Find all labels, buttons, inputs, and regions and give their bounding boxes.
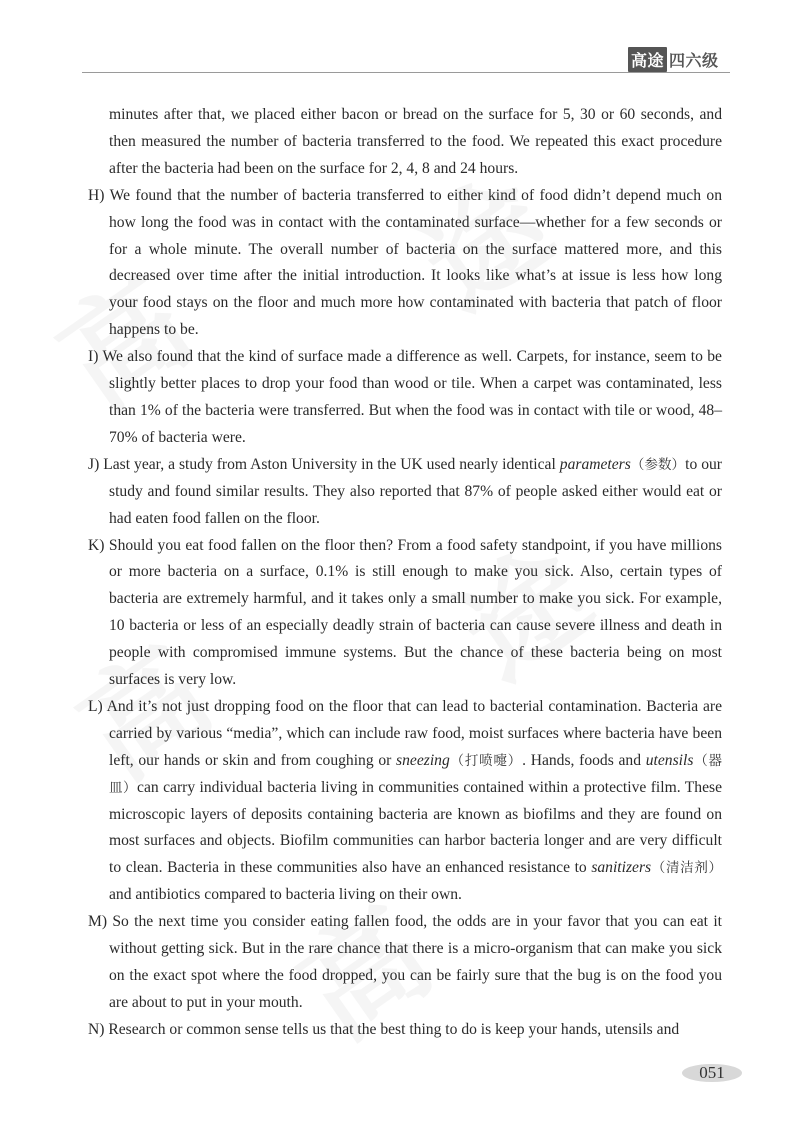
chinese-gloss: （清洁剂） [651, 860, 723, 877]
paragraph-text: Should you eat food fallen on the floor then? From a food safety standpoint, if you have millions or more bacteria on a surface, 0.1% is still enough to make you sick. Also, certain types of bacteria are extremely harmful, and it takes only a small number to make you sick. For example, 10 bacteria or less of an especially deadly strain of bacteria can cause severe illness and death in people with compromised immune systems. But the chance of these bacteria being on most surfaces is very low. [108, 536, 722, 689]
page-number-badge [682, 1062, 742, 1084]
paragraph-text: to our study and found similar results. They also reported that 87% of people asked either would eat or had eaten food fallen on the floor. [109, 455, 722, 527]
paragraph-text: Research or common sense tells us that the best thing to do is keep your hands, utensils and [108, 1020, 680, 1038]
paragraph-label: J) [88, 455, 104, 473]
page-number: 051 [699, 1063, 725, 1082]
paragraph-label: I) [88, 348, 103, 366]
paragraph-label: K) [88, 536, 109, 554]
paragraph-text: We also found that the kind of surface made a difference as well. Carpets, for instance, seem to be slightly better places to drop your food than wood or tile. When a carpet was contaminated, less than 1% of the bacteria were transferred. But when the food was in contact with tile or wood, 48–70% of bacteria were. [102, 348, 722, 446]
brand-logo [628, 48, 719, 70]
paragraph-L [88, 694, 722, 909]
chinese-gloss: （参数） [630, 456, 686, 473]
paragraph-text: minutes after that, we placed either bacon or bread on the surface for 5, 30 or 60 seconds, and then measured the number of bacteria transferred to the food. We repeated this exact procedure after the bacteria had been on the surface for 2, 4, 8 and 24 hours. [109, 106, 722, 177]
chinese-gloss: （打喷嚏） [449, 752, 523, 769]
brand-highlight: 高途 [628, 47, 667, 72]
glossed-term: sanitizers [591, 859, 652, 877]
paragraph-text: Last year, a study from Aston University in the UK used nearly identical [103, 455, 560, 473]
paragraph-text: So the next time you consider eating fallen food, the odds are in your favor that you can eat it without getting sick. But in the rare chance that there is a micro-organism that can make you sick on the exact spot where the food dropped, you can be fairly sure that the bug is on the food you are about to put in your mouth. [109, 913, 722, 1011]
paragraph-K [88, 533, 722, 694]
paragraph-label: M) [88, 913, 113, 931]
paragraph-N [88, 1017, 722, 1044]
paragraph-label: H) [88, 186, 110, 204]
paragraph-text: and antibiotics compared to bacteria living on their own. [109, 886, 462, 904]
paragraph-text: We found that the number of bacteria transferred to either kind of food didn’t depend much on how long the food was in contact with the contaminated surface—whether for a few seconds or for a whole minute. The overall number of bacteria on the surface mattered more, and this decreased over time after the initial introduction. It looks like what’s at issue is less how long your food stays on the floor and much more how contaminated with bacteria that patch of floor happens to be. [109, 186, 722, 339]
glossed-term: sneezing [396, 751, 450, 769]
brand-text: 四六级 [669, 50, 719, 70]
glossed-term: parameters [559, 455, 631, 473]
paragraph-text: can carry individual bacteria living in communities contained within a protective film. These microscopic layers of deposits containing bacteria are known as biofilms and they are found on most surfaces and objects. Biofilm communities can harbor bacteria longer and are very difficult to clean. Bacteria in these communities also have an enhanced resistance to [109, 778, 722, 877]
paragraph-J [88, 452, 722, 533]
chinese-gloss: （器皿） [109, 752, 723, 796]
paragraph-H [88, 183, 722, 344]
paragraph-G-cont [88, 102, 722, 183]
paragraph-text: . Hands, foods and [522, 751, 646, 769]
paragraph-M [88, 909, 722, 1017]
paragraph-label: N) [88, 1020, 109, 1038]
paragraph-text: And it’s not just dropping food on the floor that can lead to bacterial contamination. Bacteria are carried by various “media”, which can include raw food, moist surfaces where bacteria have been left, our hands or skin and from coughing or [106, 697, 722, 769]
header-divider [82, 72, 730, 73]
paragraph-label: L) [88, 697, 107, 715]
paragraph-I [88, 344, 722, 452]
article-body [88, 102, 722, 1044]
glossed-term: utensils [645, 751, 694, 769]
